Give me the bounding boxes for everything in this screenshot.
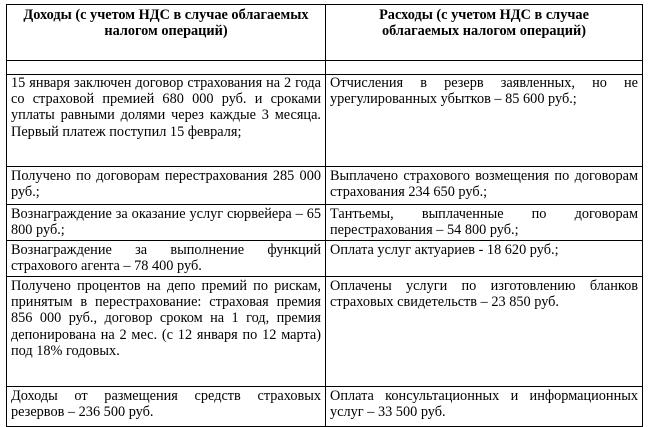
expense-cell: Оплачены услуги по изготовлению бланков страховых свидетельств – 23 850 руб. [326,277,643,387]
header-expenses: Расходы (с учетом НДС в случае облагаемых налогом операций) [326,5,643,61]
income-expense-table [6,4,643,427]
table-header-row [7,5,643,61]
table-row [7,241,643,277]
table-spacer-row [7,61,643,75]
table-row [7,277,643,387]
expense-cell: Оплата консультационных и информационных услуг – 33 500 руб. [326,387,643,427]
expense-cell: Выплачено страхового возмещения по договорам страхования 234 650 руб.; [326,167,643,205]
spacer-cell [7,61,326,75]
spacer-cell [326,61,643,75]
expense-cell: Тантьемы, выплаченные по договорам перестрахования – 54 800 руб.; [326,205,643,241]
expense-cell: Оплата услуг актуариев - 18 620 руб.; [326,241,643,277]
income-cell: Получено процентов на депо премий по рискам, принятым в перестрахование: страховая премия 856 000 руб., договор сроком на 1 год, премия депонирована на 2 мес. (с 12 января по 12 марта) под 18% годовых. [7,277,326,387]
income-cell: Вознаграждение за выполнение функций страхового агента – 78 400 руб. [7,241,326,277]
table-row [7,167,643,205]
table-row [7,387,643,427]
income-cell: Получено по договорам перестрахования 285 000 руб.; [7,167,326,205]
expense-cell: Отчисления в резерв заявленных, но не урегулированных убытков – 85 600 руб.; [326,75,643,167]
income-cell: Доходы от размещения средств страховых резервов – 236 500 руб. [7,387,326,427]
header-income: Доходы (с учетом НДС в случае облагаемых налогом операций) [7,5,326,61]
table-row [7,205,643,241]
income-cell: 15 января заключен договор страхования на 2 года со страховой премией 680 000 руб. и сроками уплаты равными долями через каждые 3 месяца. Первый платеж поступил 15 февраля; [7,75,326,167]
income-cell: Вознаграждение за оказание услуг сюрвейера – 65 800 руб.; [7,205,326,241]
table-row [7,75,643,167]
